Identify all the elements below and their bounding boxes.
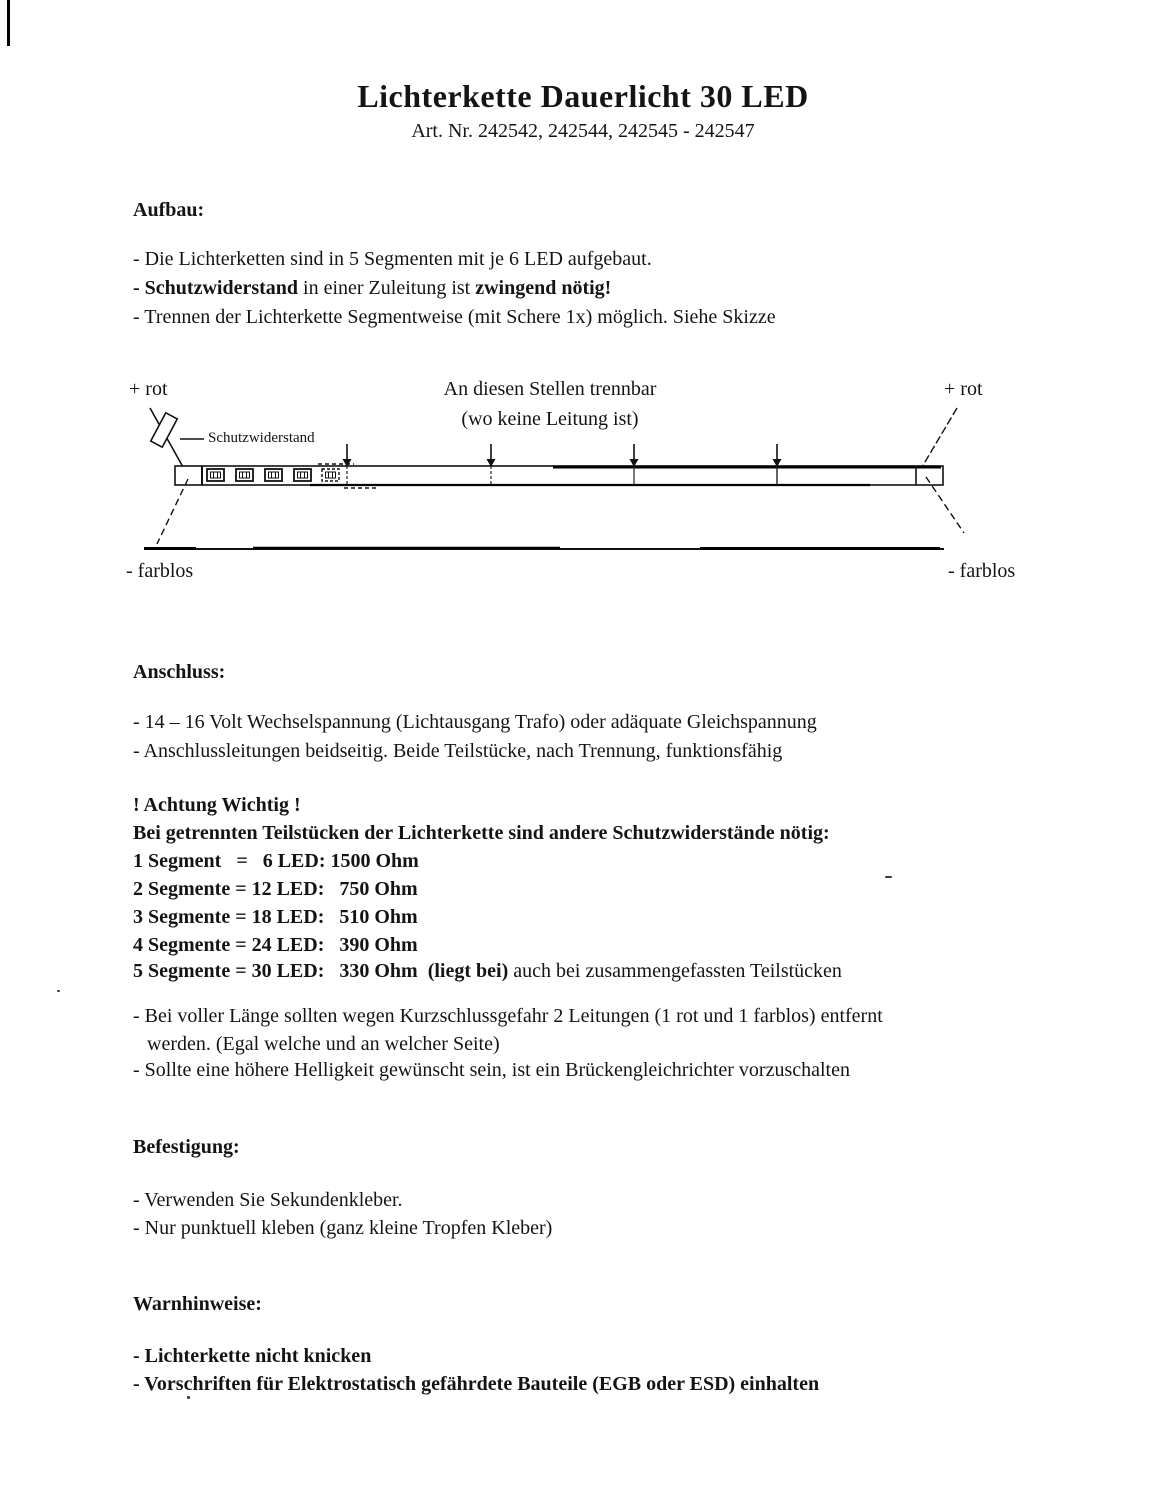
aufbau-item-2-dash: - [133, 277, 145, 299]
led-icon [265, 469, 282, 481]
befestigung-item-1: - Verwenden Sie Sekundenkleber. [133, 1189, 403, 1211]
page-title: Lichterkette Dauerlicht 30 LED [357, 78, 809, 114]
label-schutzwiderstand: Schutzwiderstand [208, 430, 315, 446]
wiring-diagram [0, 372, 1166, 587]
achtung-note-2: - Sollte eine höhere Helligkeit gewünscht sein, ist ein Brückengleichrichter vorzuschalten [133, 1059, 850, 1081]
led-strip [175, 464, 943, 488]
scan-speck [885, 876, 892, 878]
scan-artifact-bar [7, 0, 10, 46]
label-trennbar [390, 374, 710, 434]
resistor-table-row: 1 Segment = 6 LED: 1500 Ohm [133, 850, 419, 872]
label-plus-rot-right: + rot [944, 378, 983, 400]
aufbau-item-2-bold1: Schutzwiderstand [144, 277, 299, 299]
anschluss-item-1: - 14 – 16 Volt Wechselspannung (Lichtausgang Trafo) oder adäquate Gleichspannung [133, 711, 817, 733]
minus-wire-line [144, 548, 944, 549]
resistor-table-row: 4 Segmente = 24 LED: 390 Ohm [133, 934, 418, 956]
label-trennbar-line2: (wo keine Leitung ist) [461, 408, 639, 430]
section-heading-aufbau: Aufbau: [133, 199, 205, 221]
row5-bold-part: 5 Segmente = 30 LED: 330 Ohm (liegt bei) [133, 960, 509, 982]
achtung-intro: Bei getrennten Teilstücken der Lichterkette sind andere Schutzwiderstände nötig: [133, 822, 830, 844]
led-icon [207, 469, 224, 481]
article-numbers: Art. Nr. 242542, 242544, 242545 - 242547 [411, 120, 755, 142]
cut-arrow-icon [773, 444, 782, 467]
achtung-note-1-line-2: werden. (Egal welche und an welcher Seite) [147, 1033, 500, 1055]
resistor-table-row: 3 Segmente = 18 LED: 510 Ohm [133, 906, 418, 928]
aufbau-item-2-bold2: zwingend nötig! [475, 277, 612, 299]
row5-normal-part: auch bei zusammengefassten Teilstücken [508, 960, 842, 982]
label-farblos-right: - farblos [948, 560, 1016, 582]
befestigung-item-2: - Nur punktuell kleben (ganz kleine Tropfen Kleber) [133, 1217, 553, 1239]
anschluss-item-2: - Anschlussleitungen beidseitig. Beide Teilstücke, nach Trennung, funktionsfähig [133, 740, 783, 762]
section-heading-befestigung: Befestigung: [133, 1136, 240, 1158]
cut-arrow-icon [343, 444, 352, 467]
cut-arrow-icon [630, 444, 639, 467]
right-plus-wire [922, 408, 957, 467]
led-icon [236, 469, 253, 481]
warnhinweise-item-2: - Vorschriften für Elektrostatisch gefährdete Bauteile (EGB oder ESD) einhalten [133, 1373, 820, 1395]
label-plus-rot-left: + rot [129, 378, 168, 400]
cut-arrow-icon [487, 444, 496, 467]
resistor-table-row: 2 Segmente = 12 LED: 750 Ohm [133, 878, 418, 900]
achtung-note-1-line-1: - Bei voller Länge sollten wegen Kurzschlussgefahr 2 Leitungen (1 rot und 1 farblos) entfernt [133, 1005, 883, 1027]
label-farblos-left: - farblos [126, 560, 194, 582]
scan-speck [187, 1396, 190, 1399]
scan-speck [57, 990, 60, 992]
aufbau-item-1: - Die Lichterketten sind in 5 Segmenten mit je 6 LED aufgebaut. [133, 248, 652, 270]
left-minus-wire-lead [157, 479, 188, 544]
achtung-heading: ! Achtung Wichtig ! [133, 794, 301, 816]
aufbau-item-2-mid: in einer Zuleitung ist [298, 277, 476, 299]
aufbau-item-3: - Trennen der Lichterkette Segmentweise (mit Schere 1x) möglich. Siehe Skizze [133, 306, 776, 328]
section-heading-warnhinweise: Warnhinweise: [133, 1293, 262, 1315]
led-icon [322, 469, 339, 481]
label-trennbar-line1: An diesen Stellen trennbar [443, 378, 657, 400]
led-icon [294, 469, 311, 481]
aufbau-item-2 [133, 276, 611, 300]
section-heading-anschluss: Anschluss: [133, 661, 226, 683]
warnhinweise-item-1: - Lichterkette nicht knicken [133, 1345, 372, 1367]
resistor-table-row [133, 959, 842, 983]
